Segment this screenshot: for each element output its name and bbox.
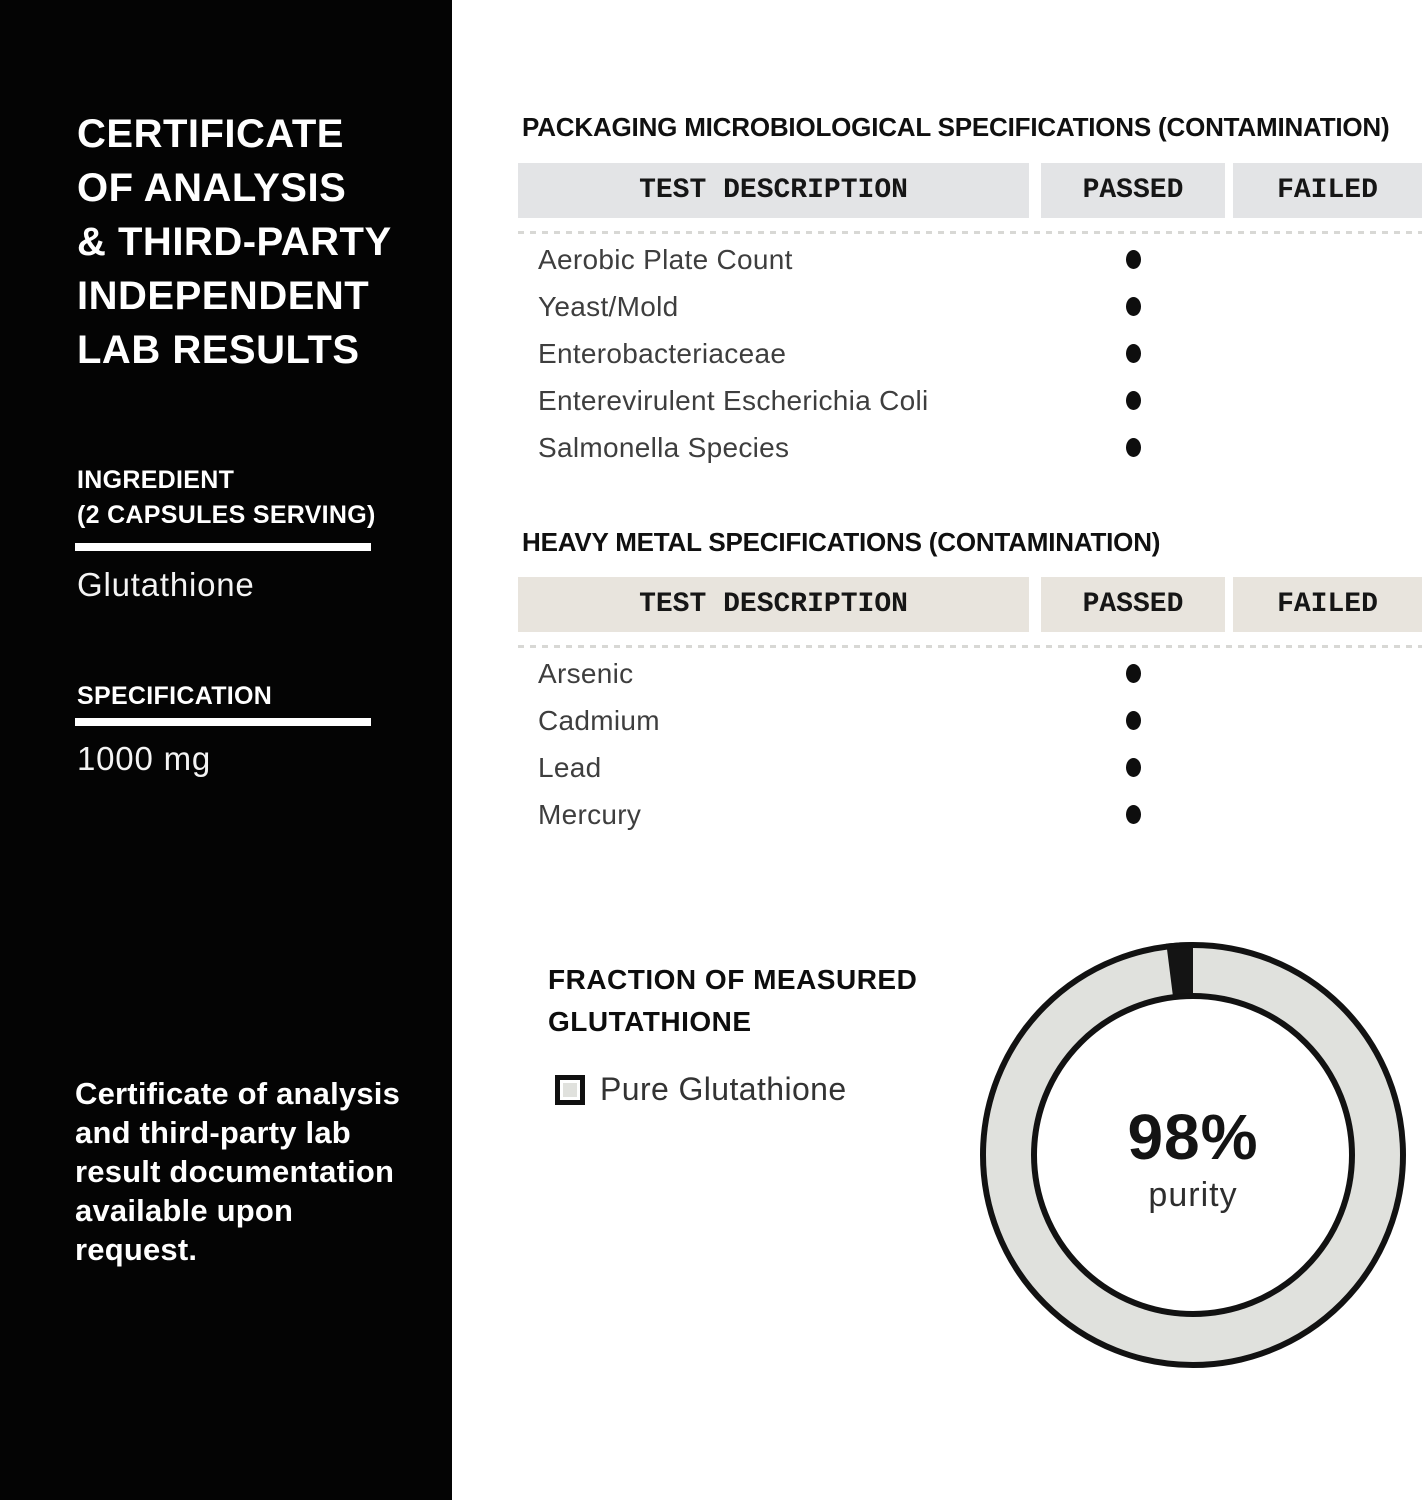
- test-description: Yeast/Mold: [538, 290, 679, 322]
- test-description: Cadmium: [538, 704, 660, 736]
- availability-note-line: available upon: [75, 1193, 294, 1228]
- passed-cell: [1041, 438, 1225, 457]
- result-dot-icon: [1126, 711, 1141, 730]
- passed-cell: [1041, 805, 1225, 824]
- ingredient-value: Glutathione: [77, 566, 255, 603]
- passed-cell: [1041, 297, 1225, 316]
- passed-cell: [1041, 391, 1225, 410]
- passed-column-header: PASSED: [1041, 163, 1225, 218]
- result-dot-icon: [1126, 344, 1141, 363]
- table-row: [518, 283, 1422, 330]
- test-description: Enterevirulent Escherichia Coli: [538, 384, 929, 416]
- purity-percentage: 98%: [1127, 1101, 1259, 1173]
- test-description: Mercury: [538, 798, 642, 830]
- page-title-line: CERTIFICATE: [77, 112, 344, 156]
- table-body: [518, 650, 1422, 838]
- table-body: [518, 236, 1422, 471]
- table-row: [518, 377, 1422, 424]
- fraction-heading-line: FRACTION OF MEASURED: [548, 964, 918, 995]
- microbiological-section-heading: PACKAGING MICROBIOLOGICAL SPECIFICATIONS (CONTAMINATION): [522, 112, 1390, 142]
- page-title-line: LAB RESULTS: [77, 328, 360, 372]
- main-content: [452, 0, 1422, 1500]
- fraction-heading-line: GLUTATHIONE: [548, 1006, 752, 1037]
- table-row: [518, 424, 1422, 471]
- test-description: Salmonella Species: [538, 431, 790, 463]
- availability-note: [75, 1074, 400, 1269]
- table-row: [518, 650, 1422, 697]
- result-dot-icon: [1126, 805, 1141, 824]
- availability-note-line: result documentation: [75, 1154, 395, 1189]
- test-description: Aerobic Plate Count: [538, 243, 793, 275]
- passed-cell: [1041, 664, 1225, 683]
- divider: [75, 543, 371, 551]
- heavy-metal-section-heading: HEAVY METAL SPECIFICATIONS (CONTAMINATION): [522, 527, 1161, 557]
- fraction-section-heading: [548, 959, 917, 1043]
- passed-cell: [1041, 250, 1225, 269]
- test-description: Enterobacteriaceae: [538, 337, 787, 369]
- ingredient-label-line: INGREDIENT: [77, 466, 235, 494]
- ingredient-label: [77, 463, 376, 533]
- test-description-column-header: TEST DESCRIPTION: [518, 577, 1029, 632]
- passed-cell: [1041, 711, 1225, 730]
- result-dot-icon: [1126, 391, 1141, 410]
- table-row: [518, 791, 1422, 838]
- microbiological-table: [518, 163, 1422, 471]
- test-description-column-header: TEST DESCRIPTION: [518, 163, 1029, 218]
- page-title: [77, 107, 392, 377]
- failed-column-header: FAILED: [1233, 577, 1422, 632]
- page-title-line: INDEPENDENT: [77, 274, 370, 318]
- failed-column-header: FAILED: [1233, 163, 1422, 218]
- dashed-divider: [518, 645, 1422, 648]
- passed-cell: [1041, 758, 1225, 777]
- table-row: [518, 236, 1422, 283]
- result-dot-icon: [1126, 758, 1141, 777]
- page-title-line: OF ANALYSIS: [77, 166, 347, 210]
- page-title-line: & THIRD-PARTY: [77, 220, 392, 264]
- availability-note-line: Certificate of analysis: [75, 1076, 401, 1111]
- result-dot-icon: [1126, 664, 1141, 683]
- purity-donut-chart: [978, 940, 1408, 1370]
- test-description: Arsenic: [538, 657, 634, 689]
- availability-note-line: and third-party lab: [75, 1115, 351, 1150]
- purity-caption: purity: [1148, 1176, 1238, 1214]
- passed-cell: [1041, 344, 1225, 363]
- specification-value: 1000 mg: [77, 740, 212, 777]
- result-dot-icon: [1126, 250, 1141, 269]
- test-description: Lead: [538, 751, 602, 783]
- table-row: [518, 697, 1422, 744]
- result-dot-icon: [1126, 438, 1141, 457]
- chart-legend: [555, 1071, 847, 1108]
- table-row: [518, 744, 1422, 791]
- legend-label: Pure Glutathione: [600, 1071, 847, 1107]
- result-dot-icon: [1126, 297, 1141, 316]
- table-row: [518, 330, 1422, 377]
- passed-column-header: PASSED: [1041, 577, 1225, 632]
- dashed-divider: [518, 231, 1422, 234]
- table-header-row: [518, 163, 1422, 218]
- legend-swatch-icon: [555, 1075, 585, 1105]
- heavy-metal-table: [518, 577, 1422, 838]
- specification-label: SPECIFICATION: [77, 682, 273, 710]
- availability-note-line: request.: [75, 1232, 198, 1267]
- ingredient-serving-line: (2 CAPSULES SERVING): [77, 501, 376, 529]
- divider: [75, 718, 371, 726]
- table-header-row: [518, 577, 1422, 632]
- sidebar: [0, 0, 452, 1500]
